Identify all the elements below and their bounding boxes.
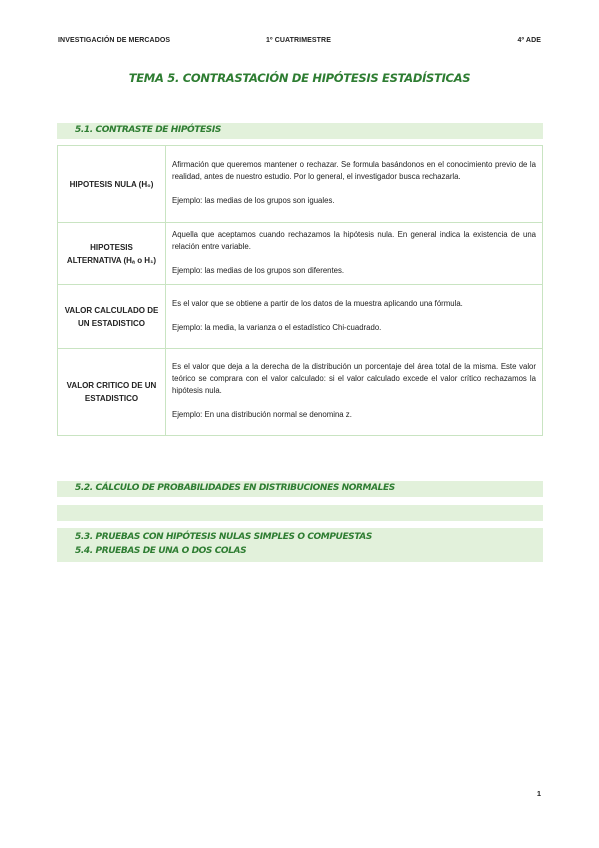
definition-text: Es el valor que se obtiene a partir de los datos de la muestra aplicando una fórmula. [172,298,463,308]
term-cell: VALOR CALCULADO DE UN ESTADISTICO [58,285,166,349]
section-heading-5-3: 5.3. PRUEBAS CON HIPÓTESIS NULAS SIMPLES O COMPUESTAS [75,532,372,542]
section-heading-5-4: 5.4. PRUEBAS DE UNA O DOS COLAS [75,546,247,556]
page-number: 1 [536,789,541,798]
section-heading-group [57,528,543,562]
header-year: 4º ADE [517,37,541,44]
definition-text: Es el valor que deja a la derecha de la distribución un porcentaje del área total de la misma. Este valor teórico se comprara con el valor calculado: si el valor calculado excede el valor crítico rechazamos la hipótesis nula. [172,362,536,395]
table-row [58,285,543,349]
section-heading-5-1: 5.1. CONTRASTE DE HIPÓTESIS [57,123,543,139]
term-cell: HIPOTESIS ALTERNATIVA (Hₐ o H₁) [58,223,166,285]
header-course: INVESTIGACIÓN DE MERCADOS [58,37,171,44]
definition-cell [166,223,543,285]
header-term: 1º CUATRIMESTRE [266,37,331,44]
empty-section-bar [57,505,543,521]
definition-cell [166,146,543,223]
example-text: Ejemplo: las medias de los grupos son diferentes. [172,265,345,275]
definition-text: Aquella que aceptamos cuando rechazamos la hipótesis nula. En general indica la existencia de una relación entre variable. [172,229,536,251]
example-text: Ejemplo: las medias de los grupos son iguales. [172,196,335,205]
example-text: Ejemplo: En una distribución normal se denomina z. [172,410,352,419]
term-cell: VALOR CRITICO DE UN ESTADISTICO [58,349,166,436]
table-row [58,349,543,436]
section-heading-5-2: 5.2. CÁLCULO DE PROBABILIDADES EN DISTRIBUCIONES NORMALES [57,481,543,497]
definitions-table [57,145,543,436]
example-text: Ejemplo: la media, la varianza o el estadístico Chi-cuadrado. [172,322,382,332]
definition-cell [166,349,543,436]
table-row [58,223,543,285]
definition-cell [166,285,543,349]
term-cell: HIPOTESIS NULA (H₀) [58,146,166,223]
table-row [58,146,543,223]
page-title: TEMA 5. CONTRASTACIÓN DE HIPÓTESIS ESTADÍSTICAS [128,71,471,85]
page-header [58,37,541,49]
definition-text: Afirmación que queremos mantener o rechazar. Se formula basándonos en el conocimiento previo de la realidad, antes de nuestro estudio. Por lo general, el investigador busca rechazarla. [172,160,536,181]
